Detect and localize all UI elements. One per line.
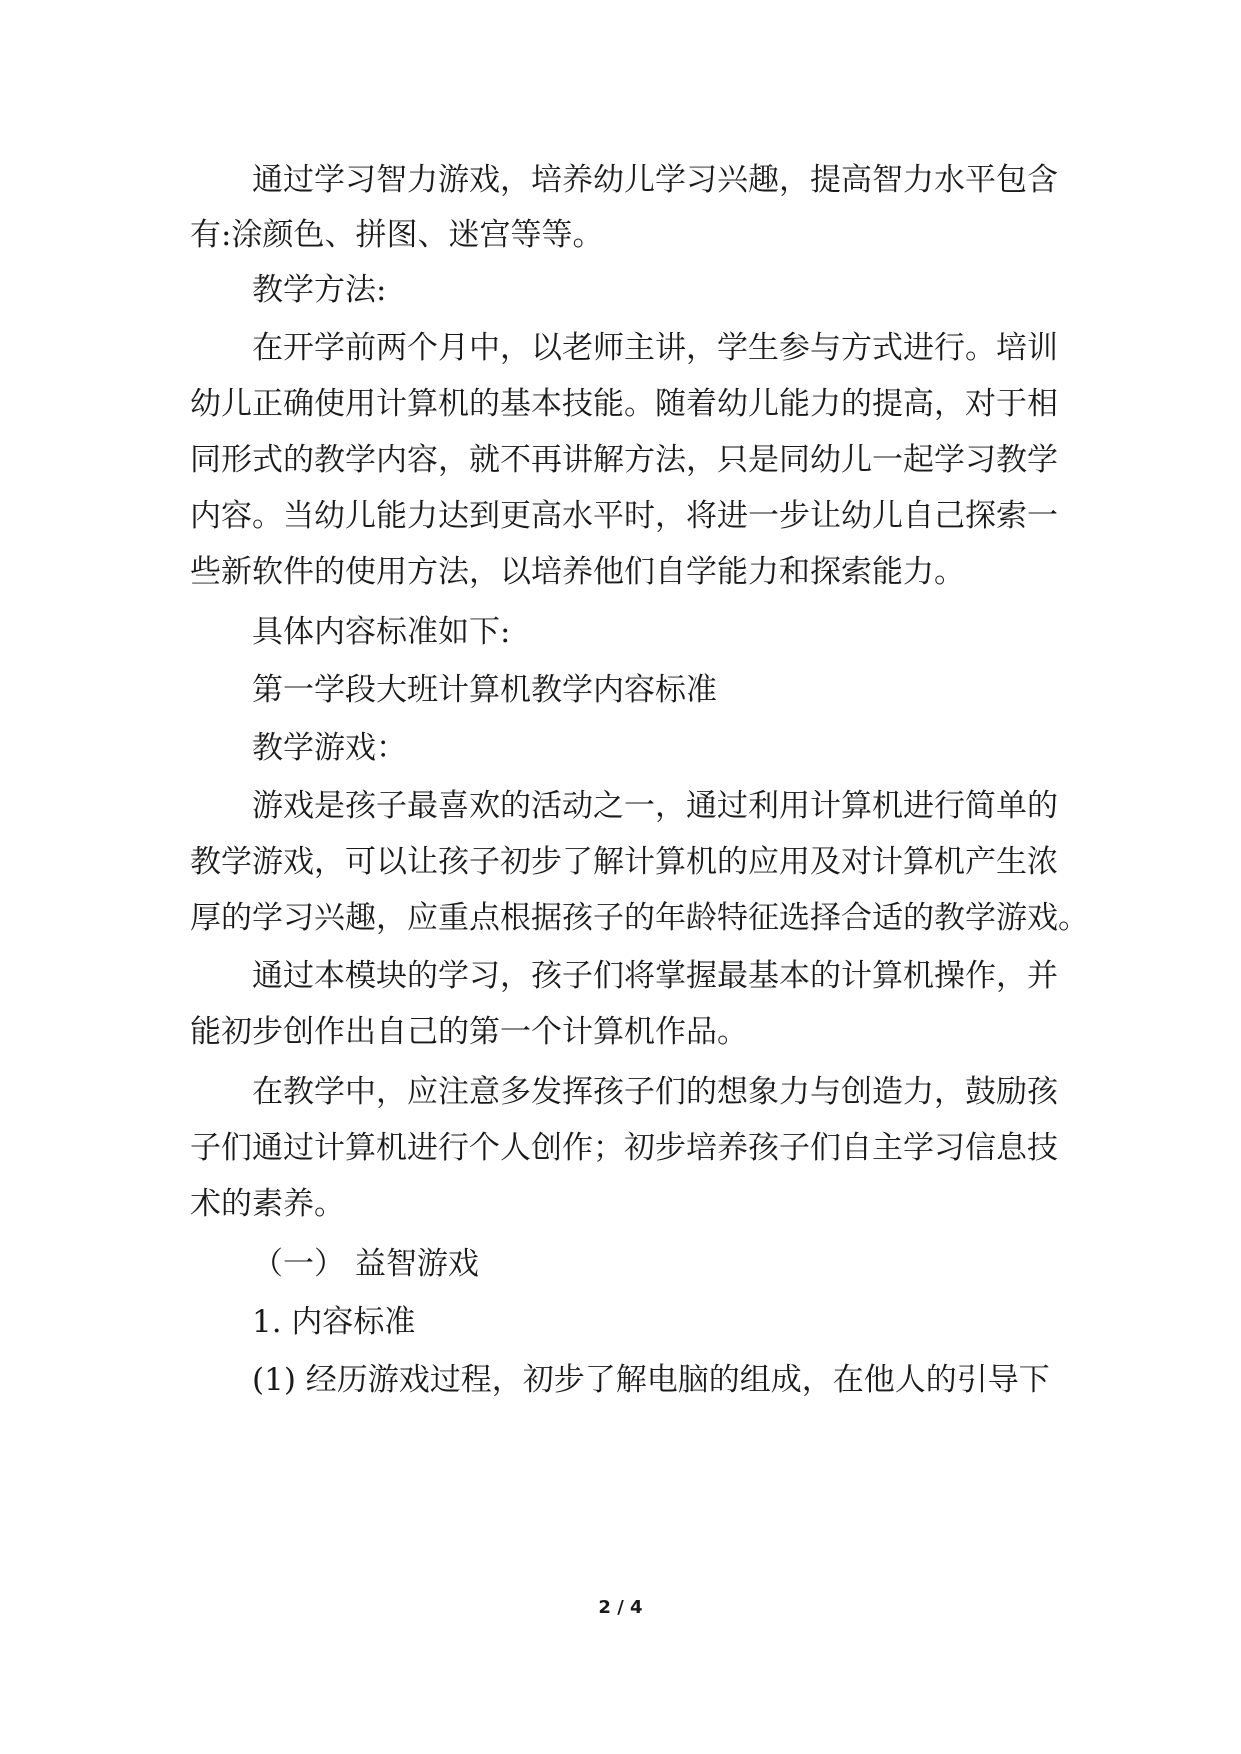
paragraph-line: 有:涂颜色、拼图、迷宫等等。 xyxy=(190,217,604,253)
paragraph-line: 游戏是孩子最喜欢的活动之一，通过利用计算机进行简单的 xyxy=(252,788,1058,824)
subsection-heading: （一） 益智游戏 xyxy=(252,1246,479,1282)
section-label: 具体内容标准如下: xyxy=(252,614,511,650)
paragraph-line: 子们通过计算机进行个人创作；初步培养孩子们自主学习信息技 xyxy=(190,1130,1058,1166)
paragraph-line: 在开学前两个月中，以老师主讲，学生参与方式进行。培训 xyxy=(252,330,1058,366)
paragraph-line: 术的素养。 xyxy=(190,1186,345,1222)
paragraph-line: 幼儿正确使用计算机的基本技能。随着幼儿能力的提高，对于相 xyxy=(190,386,1058,422)
paragraph-line: 教学游戏，可以让孩子初步了解计算机的应用及对计算机产生浓 xyxy=(190,844,1058,880)
section-label: 教学游戏： xyxy=(252,730,407,766)
list-item: (1) 经历游戏过程，初步了解电脑的组成，在他人的引导下 xyxy=(252,1362,1050,1398)
page-number: 2 / 4 xyxy=(598,1597,643,1618)
paragraph-line: 厚的学习兴趣，应重点根据孩子的年龄特征选择合适的教学游戏。 xyxy=(190,900,1089,936)
paragraph-line: 内容。当幼儿能力达到更高水平时，将进一步让幼儿自己探索一 xyxy=(190,498,1058,534)
paragraph-line: 些新软件的使用方法，以培养他们自学能力和探索能力。 xyxy=(190,554,965,590)
section-label: 教学方法: xyxy=(252,272,387,308)
paragraph-line: 在教学中，应注意多发挥孩子们的想象力与创造力，鼓励孩 xyxy=(252,1074,1058,1110)
paragraph-line: 通过学习智力游戏，培养幼儿学习兴趣，提高智力水平包含 xyxy=(252,162,1058,198)
paragraph-line: 通过本模块的学习，孩子们将掌握最基本的计算机操作，并 xyxy=(252,958,1058,994)
list-heading: 1. 内容标准 xyxy=(252,1304,416,1340)
paragraph-line: 能初步创作出自己的第一个计算机作品。 xyxy=(190,1014,748,1050)
section-heading: 第一学段大班计算机教学内容标准 xyxy=(252,672,717,708)
paragraph-line: 同形式的教学内容，就不再讲解方法，只是同幼儿一起学习教学 xyxy=(190,442,1058,478)
